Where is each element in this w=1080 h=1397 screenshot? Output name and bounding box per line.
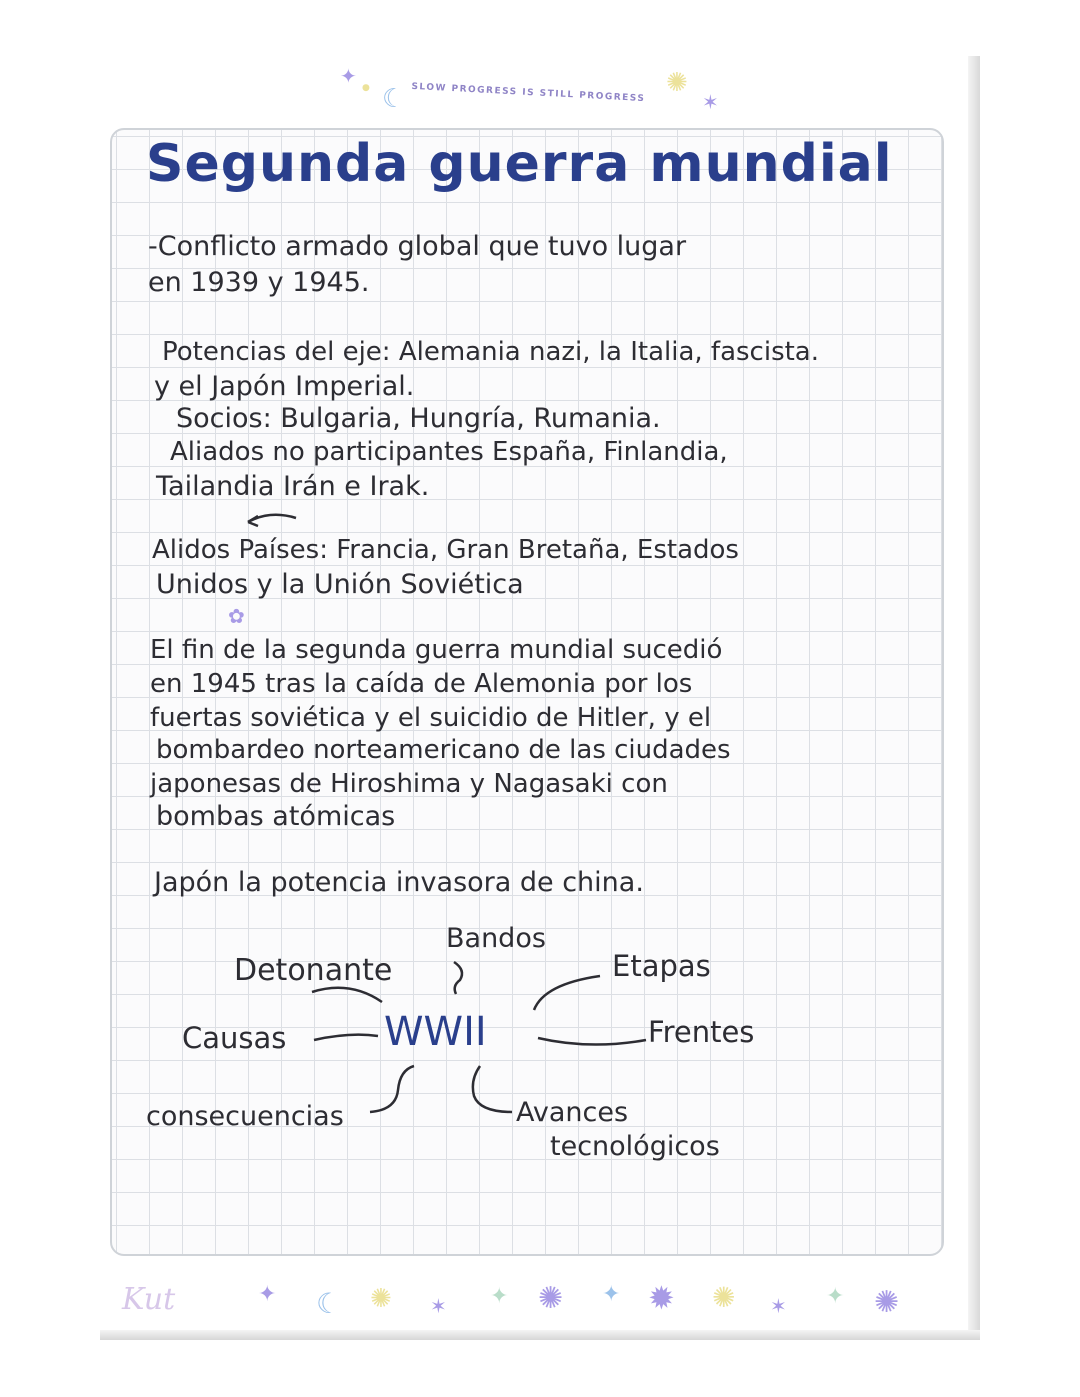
mindmap-center: WWII [384,1009,487,1055]
moon-icon: ☾ [316,1287,342,1320]
page-title: Segunda guerra mundial [146,134,893,194]
sparkle-icon: ✦ [340,64,357,88]
burst-icon: ✺ [538,1281,564,1316]
sparkle-icon: ✦ [490,1284,509,1309]
japan-line: Japón la potencia invasora de china. [154,867,644,898]
sparkle-icon: ✦ [258,1282,277,1307]
allies-line-2: Unidos y la Unión Soviética [156,569,524,600]
sun-icon: ✺ [370,1284,392,1314]
moon-icon: ☾ [382,84,406,114]
sun-icon: ✺ [712,1281,736,1314]
non-participants-line-2: Tailandia Irán e Irak. [156,471,430,502]
brand-watermark: Kut [122,1282,176,1317]
star-icon: ✶ [702,90,719,114]
definition-line-2: en 1939 y 1945. [148,267,370,298]
burst-icon: ✹ [648,1279,675,1317]
definition-line-1: -Conflicto armado global que tuvo lugar [148,231,687,262]
sun-icon: ✺ [666,68,688,98]
non-participants-line-1: Aliados no participantes España, Finlandia, [170,437,728,467]
mindmap-node-detonante: Detonante [234,953,393,988]
mindmap-node-causas: Causas [182,1021,287,1055]
mindmap-node-avances-2: tecnológicos [550,1131,720,1162]
mindmap-node-bandos: Bandos [446,923,546,954]
motto-text: SLOW PROGRESS IS STILL PROGRESS [411,81,646,105]
star-icon: ✶ [430,1294,447,1318]
burst-icon: ✺ [874,1285,900,1320]
sparkle-icon: ✦ [602,1282,621,1307]
mindmap-node-etapas: Etapas [612,949,711,983]
dot-icon: ● [362,83,370,93]
axis-line-2: y el Japón Imperial. [154,371,415,402]
ending-line-3: fuertas soviética y el suicidio de Hitler, y el [150,703,712,733]
ending-line-5: japonesas de Hiroshima y Nagasaki con [150,769,668,799]
mindmap-node-avances-1: Avances [516,1097,629,1128]
axis-line-1: Potencias del eje: Alemania nazi, la Italia, fascista. [162,337,820,367]
ending-line-6: bombas atómicas [156,801,396,832]
mindmap-node-consecuencias: consecuencias [146,1101,344,1132]
ending-line-2: en 1945 tras la caída de Alemonia por los [150,669,693,699]
mindmap-node-frentes: Frentes [648,1015,755,1049]
star-icon: ✶ [770,1294,787,1318]
ending-line-1: El fin de la segunda guerra mundial sucedió [150,635,723,665]
flower-icon: ✿ [228,604,245,628]
sparkle-icon: ✦ [826,1284,845,1309]
partners-line: Socios: Bulgaria, Hungría, Rumania. [176,403,661,434]
ending-line-4: bombardeo norteamericano de las ciudades [156,735,731,765]
allies-line-1: Alidos Países: Francia, Gran Bretaña, Estados [152,535,739,565]
